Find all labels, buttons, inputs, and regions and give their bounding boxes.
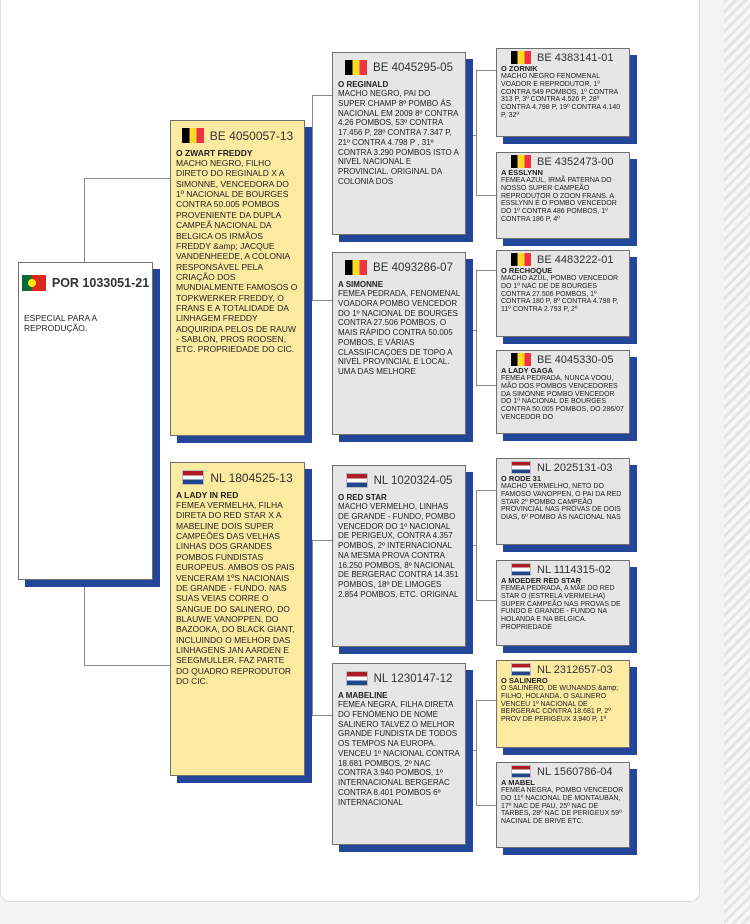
ddd-name: A MABEL — [501, 778, 535, 787]
subject-header — [24, 275, 150, 291]
connector — [305, 628, 312, 629]
ddd-text: FEMEA NEGRA, POMBO VENCEDOR DO 11º NACIONAL DE MONTAUBAN, 17º NAC DE PAU, 25º NAC DE TARBES, 28º NAC DE PERIGEUX 59º NACINAL DE BRIVE ETC. — [501, 787, 624, 826]
dds-card[interactable] — [496, 660, 630, 748]
sds-name: O RECHOQUE — [501, 266, 553, 275]
connector — [312, 95, 332, 96]
connector — [468, 330, 476, 331]
sire-sire-name: O REGINALD — [338, 80, 389, 89]
sss-name: O ZORNIK — [501, 64, 538, 73]
connector — [476, 700, 496, 701]
connector — [84, 178, 172, 179]
dam-name: A LADY IN RED — [176, 490, 239, 500]
dam-sire-name: O RED STAR — [338, 493, 387, 502]
ssd-text: FEMEA AZUL, IRMÃ PATERNA DO NOSSO SUPER CAMPEÃO REPRODUTOR O ZOON FRANS. A ESSLYNN É O POMBO VENCEDOR DO 1º CONTRA 486 POMBOS, 1º CONTRA 186 P, 4º — [501, 177, 617, 224]
dam-dam-name: A MABELINE — [338, 691, 388, 700]
ddd-card[interactable] — [496, 762, 630, 848]
netherlands-flag-icon — [511, 563, 531, 576]
connector — [476, 270, 477, 385]
sire-dam-text: FEMEA PEDRADA, FENOMENAL VOADORA POMBO VENCEDOR DO 1º NACIONAL DE BOURGES CONTRA 27.506 POMBOS, O MAIS RÁPIDO CONTRA 50.005 POMBOS, E VÁRIAS CLASSIFICAÇOES DE TOPO A NIVEL PROVINCIAL E LOCAL. UMA DAS MELHORE — [338, 289, 460, 376]
dam-dam-header — [338, 671, 460, 686]
connector — [476, 70, 496, 71]
netherlands-flag-icon — [511, 663, 531, 676]
connector — [476, 490, 477, 600]
dsd-name: A MOEDER RED STAR — [501, 576, 582, 585]
sire-text: MACHO NEGRO, FILHO DIRETO DO REGINALD X A SIMONNE, VENCEDORA DO 1º NACIONAL DE BOURGES CONTRA 50.005 POMBOS PROVENIENTE DA DUPLA CAMPEÃ NACIONAL DA BELGICA OS IRMÃOS FREDDY &amp; JACQUE VANDENHEEDE, A COLONIA RESPONSÁVEL PELA CRIAÇÃO DOS MUNDIALMENTE FAMOSOS O TOPKWERKER FREDDY, O FRANS E A TOTALIDADE DA LINHAGEM FREDDY ADQUIRIDA PELOS DE RAUW - SABLON, PROS ROOSEN, ETC. PROPRIEDADE DO CIC. — [176, 158, 298, 355]
sdd-card[interactable] — [496, 350, 630, 434]
sire-sire-card[interactable] — [332, 52, 466, 235]
sire-dam-card[interactable] — [332, 252, 466, 435]
sss-text: MACHO NEGRO FENOMENAL VOADOR E REPRODUTOR, 1º CONTRA 549 POMBOS, 1º CONTRA 313 P, 3º CONTRA 4.526 P, 28º CONTRA 4.798 P, 19º CONTRA 4.140 P, 32º — [501, 73, 621, 120]
sire-card[interactable] — [170, 120, 305, 436]
sdd-ring: BE 4045330-05 — [537, 353, 614, 366]
sire-name: O ZWART FREDDY — [176, 148, 253, 158]
dds-header — [501, 663, 625, 676]
dam-text: FEMEA VERMELHA, FILHA DIRETA DO RED STAR X A MABELINE DOIS SUPER CAMPEÕES DAS VELHAS LINHAS DOS GRANDES POMBOS FUNDISTAS EUROPEUS. AMBOS OS PAIS VENCERAM 1ºS NACIONAIS DE GRANDE - FUNDO. NAS SUAS VEIAS CORRE O SANGUE DO SALINERO, DO BLAUWE VANOPPEN, DO BAZOOKA, DO BLACK GIANT, INCLUINDO O MELHOR DAS LINHAGENS JAN AARDEN E SEEGMULLER. FAZ PARTE DO QUADRO REPRODUTOR DO CIC. — [176, 500, 295, 687]
dds-name: O SALINERO — [501, 676, 548, 685]
subject-ring: POR 1033051-21 — [51, 276, 150, 290]
ssd-card[interactable] — [496, 152, 630, 239]
connector — [305, 240, 312, 241]
sire-dam-header — [338, 260, 460, 275]
dss-card[interactable] — [496, 458, 630, 545]
sire-ring: BE 4050057-13 — [209, 128, 294, 143]
ssd-header — [501, 155, 625, 168]
netherlands-flag-icon — [511, 461, 531, 474]
belgium-flag-icon — [511, 353, 531, 366]
belgium-flag-icon — [182, 128, 204, 143]
connector — [476, 600, 496, 601]
dam-dam-text: FEMEA NEGRA, FILHA DIRETA DO FENÓMENO DE NOME SALINERO TALVEZ O MELHOR GRANDE FUNDISTA DE TODOS OS TEMPOS NA EUROPA. VENCEU 1º NACIONAL CONTRA 18.681 POMBOS, 2º NAC CONTRA 3.940 POMBOS, 1º INTERNACIONAL BERGERAC CONTRA 8.401 POMBOS 6º INTERNACIONAL — [338, 700, 460, 807]
connector — [476, 195, 496, 196]
dsd-header — [501, 563, 625, 576]
ssd-ring: BE 4352473-00 — [537, 155, 614, 168]
dds-ring: NL 2312657-03 — [537, 663, 613, 676]
sds-ring: BE 4483222-01 — [537, 253, 614, 266]
dsd-card[interactable] — [496, 560, 630, 646]
ddd-ring: NL 1560786-04 — [537, 765, 613, 778]
connector — [468, 135, 476, 136]
sire-sire-header — [338, 60, 460, 75]
belgium-flag-icon — [511, 253, 531, 266]
connector — [312, 715, 332, 716]
belgium-flag-icon — [345, 260, 367, 275]
belgium-flag-icon — [511, 155, 531, 168]
sire-header — [176, 128, 299, 143]
dss-text: MACHO VERMELHO, NETO DO FAMOSO VANOPPEN, O PAI DA RED STAR 2º POMBO CAMPEÃO PROVINCIAL NAS PROVAS DE DOIS DIAS, 6º POMBO ÁS NACIONAL NAS — [501, 483, 622, 522]
side-scroll-strip — [724, 0, 750, 924]
sss-ring: BE 4383141-01 — [537, 51, 614, 64]
connector — [468, 750, 476, 751]
dam-ring: NL 1804525-13 — [210, 470, 293, 485]
sss-header — [501, 51, 625, 64]
belgium-flag-icon — [511, 51, 531, 64]
belgium-flag-icon — [345, 60, 367, 75]
connector — [312, 540, 332, 541]
connector — [476, 70, 477, 195]
dam-dam-card[interactable] — [332, 663, 466, 845]
sire-dam-name: A SIMONNE — [338, 280, 384, 289]
dam-sire-card[interactable] — [332, 465, 466, 647]
connector — [476, 270, 496, 271]
ddd-header — [501, 765, 625, 778]
dss-ring: NL 2025131-03 — [537, 461, 613, 474]
dss-header — [501, 461, 625, 474]
connector — [84, 665, 172, 666]
sdd-text: FEMEA PEDRADA, NUNCA VOOU, MÃO DOS POMBOS VENCEDORES DA SIMONNE POMBO VENCEDOR DO 1º NACIONAL DE BOURGES CONTRA 50.005 POMBOS, DO 286/07 VENCEDOR DO — [501, 375, 624, 422]
netherlands-flag-icon — [511, 765, 531, 778]
connector — [476, 805, 496, 806]
sss-card[interactable] — [496, 48, 630, 137]
netherlands-flag-icon — [182, 470, 204, 485]
sdd-header — [501, 353, 625, 366]
sds-text: MACHO AZUL, POMBO VENCEDOR DO 1º NAC DE DE BOURGES CONTRA 27.506 POMBOS, 1º CONTRA 180 P, 8º CONTRA 4.798 P, 11º CONTRA 2.793 P, 2º — [501, 275, 619, 314]
connector — [312, 300, 332, 301]
connector — [476, 490, 496, 491]
dam-header — [176, 470, 299, 485]
ssd-name: A ESSLYNN — [501, 168, 543, 177]
dsd-text: FEMEA PEDRADA, A MÃE DO RED STAR O (ESTRELA VERMELHA) SUPER CAMPEÃO NAS PROVAS DE FUNDO E GRANDE - FUNDO NA HOLANDA E NA BELGICA. PROPRIEDADE — [501, 585, 621, 632]
sire-sire-ring: BE 4045295-05 — [373, 61, 453, 74]
netherlands-flag-icon — [346, 473, 368, 488]
subject-card[interactable] — [18, 262, 153, 580]
sire-dam-ring: BE 4093286-07 — [373, 261, 453, 274]
dsd-ring: NL 1114315-02 — [537, 563, 611, 576]
connector — [476, 385, 496, 386]
connector — [476, 700, 477, 805]
dss-name: O RODE 31 — [501, 474, 542, 483]
sdd-name: A LADY GAGA — [501, 366, 554, 375]
sds-card[interactable] — [496, 250, 630, 337]
sire-sire-text: MACHO NEGRO, PAI DO SUPER CHAMP 8º POMBO ÁS NACIONAL EM 2009 8º CONTRA 4.26 POMBOS, 53º CONTRA 17.456 P, 28º CONTRA 7.347 P, 21º CONTRA 4.798 P , 31º CONTRA 3.290 POMBOS ISTO A NIVEL NACIONAL E PROVINCIAL. ORIGINAL DA COLONIA DOS — [338, 89, 459, 186]
dam-sire-ring: NL 1020324-05 — [373, 474, 453, 487]
connector — [468, 545, 476, 546]
connector — [312, 95, 313, 300]
sds-header — [501, 253, 625, 266]
dam-sire-header — [338, 473, 460, 488]
dam-card[interactable] — [170, 462, 305, 776]
dam-sire-text: MACHO VERMELHO, LINHAS DE GRANDE - FUNDO, POMBO VENCEDOR DO 1º NACIONAL DE PERIGEUX, CONTRA 4.357 POMBOS, 2º INTERNACIONAL NA MESMA PROVA CONTRA 16.250 POMBOS, 8º NACIONAL DE BERGERAC CONTRA 14.351 POMBOS, 18º DE LIMOGES 2.854 POMBOS, ETC. ORIGINAL — [338, 502, 459, 599]
dam-dam-ring: NL 1230147-12 — [373, 672, 453, 685]
subject-text: ESPECIAL PARA A REPRODUÇÃO. — [24, 313, 97, 334]
portugal-flag-icon — [22, 275, 46, 291]
connector — [312, 540, 313, 715]
netherlands-flag-icon — [346, 671, 368, 686]
dds-text: O SALINERO, DE WIJNANDS &amp; FILHO, HOLANDA. O SALINERO VENCEU 1º NACIONAL DE BERGERAC CONTRA 18.681 P, 2º PROV DE PERIGEUX 3.940 P, 1º — [501, 685, 619, 724]
